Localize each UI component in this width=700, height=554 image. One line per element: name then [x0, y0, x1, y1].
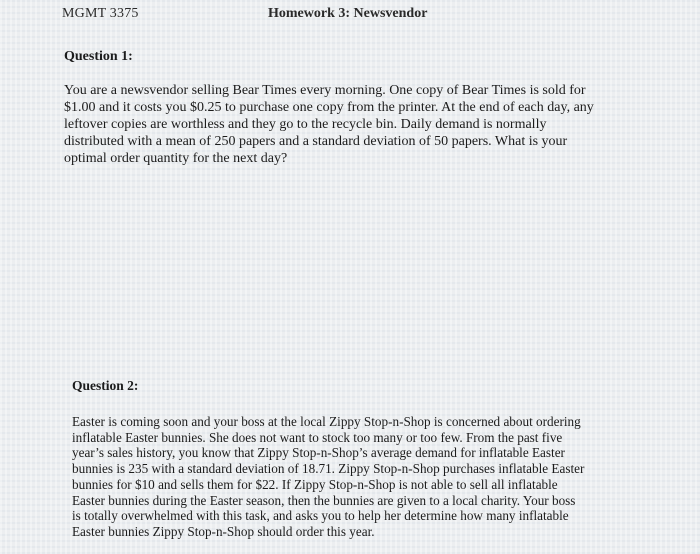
document-title: Homework 3: Newsvendor	[268, 6, 428, 21]
question-2-line: Easter bunnies Zippy Stop-n-Shop should order this year.	[72, 523, 375, 539]
question-1-line: optimal order quantity for the next day?	[64, 151, 288, 166]
question-2-text	[72, 414, 632, 540]
question-2-line: Easter is coming soon and your boss at the local Zippy Stop-n-Shop is concerned about ordering	[72, 414, 581, 429]
question-2-line: bunnies is 235 with a standard deviation of 18.71. Zippy Stop-n-Shop purchases inflatable Easter	[72, 461, 585, 477]
question-1-line: leftover copies are worthless and they go to the recycle bin. Daily demand is normally	[64, 117, 547, 132]
question-2-heading: Question 2:	[72, 378, 139, 393]
question-1-text	[64, 82, 632, 167]
question-1-line: distributed with a mean of 250 papers and a standard deviation of 50 papers. What is your	[64, 134, 568, 149]
question-2-line: year’s sales history, you know that Zippy Stop-n-Shop’s average demand for inflatable Easter	[72, 445, 565, 461]
question-2-line: Easter bunnies during the Easter season, then the bunnies are given to a local charity. Your boss	[72, 492, 576, 508]
course-code: MGMT 3375	[62, 6, 139, 21]
question-1-heading: Question 1:	[64, 49, 133, 64]
question-1-line: $1.00 and it costs you $0.25 to purchase one copy from the printer. At the end of each day, any	[64, 100, 594, 115]
question-1-line: You are a newsvendor selling Bear Times every morning. One copy of Bear Times is sold for	[64, 83, 586, 98]
question-2-line: is totally overwhelmed with this task, and asks you to help her determine how many inflatable	[72, 508, 569, 524]
question-2-line: bunnies for $10 and sells them for $22. If Zippy Stop-n-Shop is not able to sell all inflatable	[72, 476, 558, 492]
question-2-line: inflatable Easter bunnies. She does not want to stock too many or too few. From the past five	[72, 429, 563, 445]
